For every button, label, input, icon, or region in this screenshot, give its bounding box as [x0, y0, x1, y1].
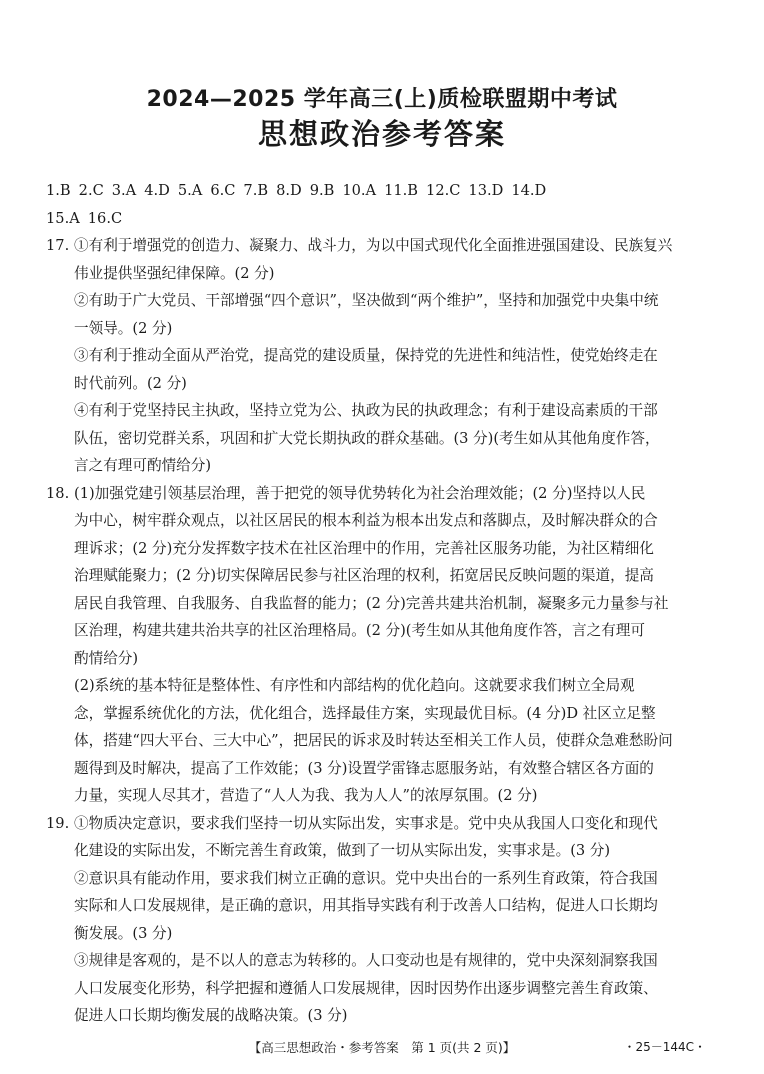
- answer-line: ③有利于推动全面从严治党，提高党的建设质量，保持党的先进性和纯洁性，使党始终走在: [74, 347, 658, 364]
- answer-body: [46, 177, 718, 1030]
- choice-answer: 10.A: [342, 182, 377, 199]
- answer-line: 体，搭建“四大平台、三大中心”，把居民的诉求及时转达至相关工作人员，使群众急难愁盼问: [74, 732, 673, 749]
- document-subtitle: 思想政治参考答案: [257, 117, 506, 151]
- question-17: [46, 232, 718, 480]
- choice-answer: 11.B: [384, 182, 419, 199]
- question-number: 17.: [46, 237, 70, 254]
- question-number: 18.: [46, 484, 70, 502]
- answer-line: 19. ①物质决定意识，要求我们坚持一切从实际出发，实事求是。党中央从我国人口变化和现代: [46, 810, 718, 838]
- answer-line: 17. ①有利于增强党的创造力、凝聚力、战斗力，为以中国式现代化全面推进强国建设、民族复兴: [46, 232, 718, 260]
- choice-answer: 9.B: [309, 182, 335, 199]
- answer-line: 力量，实现人尽其才，营造了“人人为我、我为人人”的浓厚氛围。(2 分): [74, 787, 538, 804]
- answer-line: 伟业提供坚强纪律保障。(2 分): [74, 264, 275, 282]
- answer-line: 言之有理可酌情给分): [74, 457, 212, 474]
- footer-code: ・25－144C・: [623, 1040, 706, 1054]
- answer-line: 治理赋能聚力；(2 分)切实保障居民参与社区治理的权利，拓宽居民反映问题的渠道，提高: [74, 567, 654, 584]
- question-18: [46, 480, 718, 810]
- answer-line: 实际和人口发展规律，是正确的意识，用其指导实践有利于改善人口结构，促进人口长期均: [74, 897, 658, 914]
- choice-answer: 7.B: [243, 182, 269, 199]
- answer-line: 一领导。(2 分): [74, 319, 173, 337]
- choice-answer: 3.A: [111, 182, 137, 199]
- answer-line: 区治理，构建共建共治共享的社区治理格局。(2 分)(考生如从其他角度作答，言之有理可: [74, 622, 645, 639]
- choice-answer: 15.A: [46, 209, 80, 227]
- answer-line: 酌情给分): [74, 649, 139, 667]
- document-title: 2024—2025 学年高三(上)质检联盟期中考试: [146, 87, 618, 112]
- answer-line: 时代前列。(2 分): [74, 374, 187, 392]
- choice-answer: 12.C: [426, 182, 461, 199]
- answer-line: ③规律是客观的，是不以人的意志为转移的。人口变动也是有规律的，党中央深刻洞察我国: [74, 952, 658, 969]
- choice-answer: 1.B: [46, 182, 71, 199]
- choice-answers-row-1: [46, 177, 718, 205]
- answer-line: 18. (1)加强党建引领基层治理，善于把党的领导优势转化为社会治理效能；(2 分)坚持以人民: [46, 480, 718, 508]
- answer-line: 念，掌握系统优化的方法，优化组合，选择最佳方案，实现最优目标。(4 分)D 社区立足整: [74, 704, 656, 722]
- answer-line: 化建设的实际出发，不断完善生育政策，做到了一切从实际出发，实事求是。(3 分): [74, 842, 611, 859]
- choice-answer: 4.D: [144, 182, 170, 199]
- answer-line: (2)系统的基本特征是整体性、有序性和内部结构的优化趋向。这就要求我们树立全局观: [74, 677, 635, 694]
- question-19: [46, 810, 718, 1030]
- answer-line: 人口发展变化形势，科学把握和遵循人口发展规律，因时因势作出逐步调整完善生育政策、: [74, 979, 658, 997]
- choice-answer: 13.D: [468, 182, 504, 199]
- choice-answer: 6.C: [210, 182, 236, 199]
- answer-line: ②意识具有能动作用，要求我们树立正确的意识。党中央出台的一系列生育政策，符合我国: [74, 869, 658, 887]
- answer-line: 队伍，密切党群关系，巩固和扩大党长期执政的群众基础。(3 分)(考生如从其他角度作答，: [74, 429, 660, 447]
- answer-line: ②有助于广大党员、干部增强“四个意识”，坚决做到“两个维护”，坚持和加强党中央集中统: [74, 292, 659, 309]
- answer-line: 居民自我管理、自我服务、自我监督的能力；(2 分)完善共建共治机制，凝聚多元力量参与社: [74, 594, 669, 612]
- answer-line: 题得到及时解决，提高了工作效能；(3 分)设置学雷锋志愿服务站，有效整合辖区各方面的: [74, 759, 654, 777]
- answer-line: 为中心，树牢群众观点，以社区居民的根本利益为根本出发点和落脚点，及时解决群众的合: [74, 512, 658, 529]
- choice-answer: 5.A: [177, 182, 203, 199]
- choice-answers-row-2: [46, 205, 718, 233]
- answer-line: 促进人口长期均衡发展的战略决策。(3 分): [74, 1007, 348, 1024]
- choice-answer: 8.D: [276, 182, 302, 199]
- choice-answer: 16.C: [87, 209, 123, 227]
- answer-line: 衡发展。(3 分): [74, 924, 173, 942]
- footer-page-info: 【高三思想政治・参考答案 第 1 页(共 2 页)】: [248, 1040, 516, 1055]
- choice-answer: 14.D: [511, 182, 547, 199]
- choice-answer: 2.C: [78, 182, 104, 199]
- question-number: 19.: [46, 814, 70, 832]
- answer-line: 理诉求；(2 分)充分发挥数字技术在社区治理中的作用，完善社区服务功能，为社区精细化: [74, 539, 654, 557]
- answer-line: ④有利于党坚持民主执政，坚持立党为公、执政为民的执政理念；有利于建设高素质的干部: [74, 402, 658, 419]
